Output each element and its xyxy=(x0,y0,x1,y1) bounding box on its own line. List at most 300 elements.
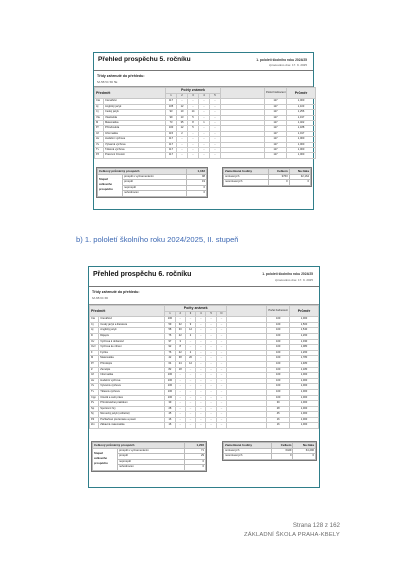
absence-label: neomluvených xyxy=(224,180,269,186)
grade-count: 35 xyxy=(177,121,188,126)
grade-head: 2 xyxy=(175,311,185,317)
grade-count: – xyxy=(210,99,221,104)
grade-count: 82 xyxy=(165,367,175,373)
grade-count: – xyxy=(210,121,221,126)
col-count-header: Počet hodnocení xyxy=(265,88,287,99)
subject-name: Anglický jazyk xyxy=(104,104,166,109)
grade-count: – xyxy=(206,356,216,362)
grade-count: – xyxy=(206,333,216,339)
grade-count: – xyxy=(216,345,226,351)
grade-count: – xyxy=(185,345,195,351)
subject-average: 1,500 xyxy=(290,322,319,328)
subject-name: Německý jazyk (volitelně) xyxy=(99,412,165,418)
absence-total: 6429 xyxy=(271,448,293,454)
grade-count: – xyxy=(177,142,188,147)
subject-name: Výchova ke zdraví xyxy=(99,345,165,351)
grade-count: – xyxy=(188,137,199,142)
grade-head: 3 xyxy=(185,311,195,317)
grade-count: – xyxy=(216,328,226,334)
evaluation-count: 117 xyxy=(265,126,287,131)
subject-abbr: Pč xyxy=(95,153,104,158)
grade-count: – xyxy=(206,395,216,401)
subject-abbr: M xyxy=(90,356,99,362)
subject-name: Tělesná výchova xyxy=(99,389,165,395)
subject-name: Výchova k občanství xyxy=(99,339,165,345)
outcome-value: 29 xyxy=(184,454,205,460)
grade-count: – xyxy=(206,378,216,384)
grade-count: 22 xyxy=(175,333,185,339)
grade-count: – xyxy=(196,423,206,429)
subject-name: Matematika xyxy=(99,356,165,362)
grade-count: 117 xyxy=(166,137,177,142)
grade-count: – xyxy=(216,378,226,384)
grade-count: 100 xyxy=(166,126,177,131)
section-caption: b) 1. pololetí školního roku 2024/2025, II. stupeň xyxy=(76,235,239,244)
evaluation-count: 100 xyxy=(267,367,290,373)
subject-abbr: Z xyxy=(90,367,99,373)
evaluation-count: 117 xyxy=(265,137,287,142)
grade-count: 100 xyxy=(165,384,175,390)
grade-count: – xyxy=(185,406,195,412)
grade-count: – xyxy=(175,317,185,323)
outcome-label: Stupeň celkového prospěchu xyxy=(98,174,123,196)
absence-label: omluvených xyxy=(224,448,272,454)
grade-count: – xyxy=(196,406,206,412)
grade-count: – xyxy=(188,142,199,147)
subject-average: 1,000 xyxy=(287,99,316,104)
outcome-name: neprospěl xyxy=(118,459,185,465)
summary-title: Celkový průměrný prospěch xyxy=(93,443,185,449)
grade-count: 59 xyxy=(165,322,175,328)
grade-count: – xyxy=(216,322,226,328)
subject-abbr: Aj xyxy=(90,328,99,334)
absence-total: 0 xyxy=(269,180,290,186)
subject-name: Přírodověda xyxy=(104,126,166,131)
evaluation-count: 117 xyxy=(265,142,287,147)
grade-count: – xyxy=(185,389,195,395)
grade-count: – xyxy=(185,417,195,423)
summary-value: 1,206 xyxy=(184,443,205,449)
grade-count: – xyxy=(185,412,195,418)
subject-average: 1,000 xyxy=(290,384,319,390)
grade-head: 4 xyxy=(199,94,210,99)
grade-count: – xyxy=(210,148,221,153)
grades-table xyxy=(89,305,319,429)
grade-count: – xyxy=(175,401,185,407)
grade-count: – xyxy=(185,378,195,384)
subject-name: Český jazyk a literatura xyxy=(99,322,165,328)
absence-row xyxy=(224,454,316,460)
evaluation-count: 117 xyxy=(265,131,287,136)
grade-count: 99 xyxy=(166,115,177,120)
outcome-name: prospěl xyxy=(118,454,185,460)
subject-name: Informatika xyxy=(99,373,165,379)
subject-average: 1,000 xyxy=(290,423,319,429)
report-period: 1. pololetí školního roku 2024/25 xyxy=(262,272,313,276)
row-spacer xyxy=(227,423,267,429)
subject-name: Přírodopis xyxy=(99,361,165,367)
subject-abbr: F xyxy=(90,350,99,356)
col-spacer xyxy=(227,306,267,317)
absence-total: 3763 xyxy=(269,174,290,180)
grade-count: – xyxy=(175,384,185,390)
grade-count: – xyxy=(216,350,226,356)
grade-count: – xyxy=(196,333,206,339)
grade-count: 105 xyxy=(166,104,177,109)
evaluation-count: 117 xyxy=(265,121,287,126)
grade-count: – xyxy=(188,153,199,158)
grade-count: – xyxy=(196,395,206,401)
grade-count: – xyxy=(175,423,185,429)
subject-average: 1,000 xyxy=(290,406,319,412)
report-date: zpracováno dne: 17. 9. 2025 xyxy=(268,63,307,67)
grade-count: 117 xyxy=(166,99,177,104)
subject-abbr: M xyxy=(95,121,104,126)
grade-count: 3 xyxy=(175,339,185,345)
grade-count: – xyxy=(206,322,216,328)
grade-count: 76 xyxy=(165,333,175,339)
grade-count: 42 xyxy=(165,356,175,362)
subject-average: 1,540 xyxy=(290,328,319,334)
outcome-name: prospěl xyxy=(123,180,187,186)
outcome-value: 0 xyxy=(186,191,206,197)
subject-average: 1,000 xyxy=(290,389,319,395)
subject-average: 1,000 xyxy=(287,148,316,153)
grade-count: 97 xyxy=(165,339,175,345)
grade-head: 1 xyxy=(166,94,177,99)
grade-count: – xyxy=(196,367,206,373)
grade-count: – xyxy=(216,384,226,390)
subject-name: Zábavná matematika xyxy=(99,423,165,429)
school-name: ZÁKLADNÍ ŠKOLA PRAHA-KBELY xyxy=(244,532,340,538)
evaluation-count: 100 xyxy=(267,361,290,367)
subject-name: Informatika xyxy=(104,131,166,136)
grade-count: – xyxy=(216,361,226,367)
grade-count: 18 xyxy=(175,367,185,373)
grade-count: 117 xyxy=(166,153,177,158)
grade-count: – xyxy=(210,153,221,158)
grade-count: – xyxy=(206,389,216,395)
subject-name: Hudební výchova xyxy=(99,378,165,384)
grade-count: 5 xyxy=(188,126,199,131)
subject-average: 1,080 xyxy=(290,345,319,351)
grade-count: 100 xyxy=(165,317,175,323)
subject-abbr: Vla xyxy=(95,115,104,120)
grade-count: – xyxy=(206,367,216,373)
subject-average: 1,000 xyxy=(290,378,319,384)
evaluation-count: 117 xyxy=(265,153,287,158)
grade-count: 32 xyxy=(175,322,185,328)
subject-name: Fyzika xyxy=(99,350,165,356)
grade-count: 117 xyxy=(166,142,177,147)
evaluation-count: 117 xyxy=(265,99,287,104)
evaluation-count: 100 xyxy=(267,378,290,384)
grade-count: – xyxy=(210,142,221,147)
classes-list: 6A 6B 6C 6D xyxy=(92,296,109,300)
grade-count: 14 xyxy=(188,110,199,115)
subject-average: 1,402 xyxy=(287,121,316,126)
grade-count: – xyxy=(216,356,226,362)
grade-count: 2 xyxy=(177,131,188,136)
grade-count: 12 xyxy=(177,126,188,131)
classes-list: 5A 5B 5C 5D 5E xyxy=(97,80,118,84)
grade-count: – xyxy=(216,417,226,423)
subject-abbr: D xyxy=(90,333,99,339)
evaluation-count: 100 xyxy=(267,333,290,339)
evaluation-count: 117 xyxy=(265,148,287,153)
classes-label: Třídy zahrnuté do přehledu: xyxy=(97,74,145,78)
summary-value: 1,162 xyxy=(186,169,206,175)
grade-head: 1 xyxy=(165,311,175,317)
subject-abbr: Př xyxy=(95,126,104,131)
grade-count: – xyxy=(210,115,221,120)
subject-average: 1,260 xyxy=(290,350,319,356)
grade-count: – xyxy=(206,401,216,407)
evaluation-count: 100 xyxy=(267,328,290,334)
subject-abbr: Ov xyxy=(90,339,99,345)
grade-count: 10 xyxy=(177,110,188,115)
grade-count: – xyxy=(196,384,206,390)
subject-name: Vlastivěda xyxy=(104,115,166,120)
grade-count: – xyxy=(177,99,188,104)
grade-count: – xyxy=(196,356,206,362)
grade-count: – xyxy=(206,350,216,356)
subject-name: Zeměpis xyxy=(99,367,165,373)
grade-count: 30 xyxy=(175,328,185,334)
absence-label: omluvených xyxy=(224,174,269,180)
outcome-name: prospěl s vyznamenáním xyxy=(118,448,185,454)
report-date: zpracováno dne: 17. 9. 2025 xyxy=(274,278,313,282)
subject-average: 1,000 xyxy=(290,412,319,418)
absence-col-per: Na žáka xyxy=(293,443,316,449)
grade-count: – xyxy=(199,142,210,147)
grade-count: – xyxy=(177,153,188,158)
grade-count: – xyxy=(199,131,210,136)
grade-count: – xyxy=(196,317,206,323)
subject-average: 1,000 xyxy=(290,401,319,407)
grade-count: 12 xyxy=(177,104,188,109)
grade-count: – xyxy=(216,367,226,373)
col-grades-header: Počty známek xyxy=(165,306,227,312)
grade-count: 100 xyxy=(165,395,175,401)
grade-count: – xyxy=(216,333,226,339)
subject-abbr: Tv xyxy=(90,389,99,395)
subject-average: 1,000 xyxy=(290,317,319,323)
col-grades-header: Počty známek xyxy=(166,88,221,94)
subject-abbr: Nj xyxy=(90,412,99,418)
report-title: Přehled prospěchu 6. ročníku xyxy=(93,271,192,278)
grade-count: – xyxy=(216,406,226,412)
grade-count: – xyxy=(175,389,185,395)
grade-count: – xyxy=(206,339,216,345)
evaluation-count: 100 xyxy=(267,345,290,351)
grade-count: 76 xyxy=(165,350,175,356)
col-subject-header: Předmět xyxy=(90,306,165,317)
subject-average: 1,030 xyxy=(290,339,319,345)
grade-count: – xyxy=(196,412,206,418)
grade-count: – xyxy=(199,153,210,158)
report-header xyxy=(89,267,319,287)
overall-summary-box xyxy=(91,441,207,472)
subject-average: 1,480 xyxy=(290,361,319,367)
grade-count: 16 xyxy=(165,417,175,423)
subject-abbr: Vv xyxy=(95,142,104,147)
grade-count: – xyxy=(196,389,206,395)
grade-count: – xyxy=(210,131,221,136)
evaluation-count: 16 xyxy=(267,417,290,423)
grade-count: – xyxy=(185,401,195,407)
absence-label: neomluvených xyxy=(224,454,272,460)
absence-per-pupil: 0 xyxy=(289,180,310,186)
evaluation-count: 100 xyxy=(267,389,290,395)
evaluation-count: 117 xyxy=(265,110,287,115)
grade-count: – xyxy=(199,104,210,109)
subject-name: Dějepis xyxy=(99,333,165,339)
subject-average: 1,780 xyxy=(290,356,319,362)
outcome-value: 0 xyxy=(184,465,205,471)
subject-abbr: Hv xyxy=(90,378,99,384)
grade-count: 12 xyxy=(185,361,195,367)
evaluation-count: 100 xyxy=(267,384,290,390)
grade-count: 20 xyxy=(185,356,195,362)
grade-count: 45 xyxy=(165,412,175,418)
grade-count: 22 xyxy=(175,350,185,356)
report-sheet-grade-5 xyxy=(93,52,314,210)
grade-count: – xyxy=(210,104,221,109)
subject-abbr: Pv xyxy=(90,401,99,407)
grade-count: – xyxy=(216,395,226,401)
subject-average: 1,197 xyxy=(287,115,316,120)
grade-count: – xyxy=(185,373,195,379)
evaluation-count: 100 xyxy=(267,356,290,362)
absence-col-per: Na žáka xyxy=(289,169,310,175)
grade-count: – xyxy=(216,339,226,345)
grade-count: – xyxy=(216,373,226,379)
grade-count: – xyxy=(196,350,206,356)
subject-name: Přírodovědné praktikum xyxy=(99,401,165,407)
grade-count: – xyxy=(199,110,210,115)
grade-count: 115 xyxy=(166,131,177,136)
grade-count: – xyxy=(175,373,185,379)
grade-count: 9 xyxy=(185,322,195,328)
grade-count: – xyxy=(185,423,195,429)
evaluation-count: 117 xyxy=(265,115,287,120)
grade-count: – xyxy=(175,406,185,412)
outcome-name: neprospěl xyxy=(123,185,187,191)
evaluation-count: 39 xyxy=(267,401,290,407)
col-average-header: Průměr xyxy=(287,88,316,99)
subject-abbr: Ovz xyxy=(90,345,99,351)
evaluation-count: 28 xyxy=(267,406,290,412)
outcome-name: prospěl s vyznamenáním xyxy=(123,174,187,180)
subject-average: 1,000 xyxy=(290,373,319,379)
subject-average: 1,103 xyxy=(287,104,316,109)
grade-count: 100 xyxy=(165,373,175,379)
grade-count: – xyxy=(196,361,206,367)
grade-count: – xyxy=(196,345,206,351)
subject-name: Počítačové prezentace a psaní xyxy=(99,417,165,423)
grade-count: – xyxy=(199,137,210,142)
subject-average: 1,260 xyxy=(290,333,319,339)
grade-count: – xyxy=(196,339,206,345)
subject-name: Hudební výchova xyxy=(104,137,166,142)
grades-table xyxy=(94,87,316,159)
grade-count: – xyxy=(206,361,216,367)
subject-abbr: Cpp xyxy=(90,395,99,401)
grade-head: 5 xyxy=(210,94,221,99)
grade-head: 3 xyxy=(188,94,199,99)
grade-count: – xyxy=(216,389,226,395)
grade-count: – xyxy=(210,126,221,131)
grade-count: – xyxy=(196,401,206,407)
grade-count: – xyxy=(196,378,206,384)
grade-count: 100 xyxy=(165,389,175,395)
evaluation-count: 100 xyxy=(267,322,290,328)
subject-abbr: Sp xyxy=(90,406,99,412)
subject-abbr: Inf xyxy=(95,131,104,136)
subject-abbr: Čte xyxy=(95,99,104,104)
table-row xyxy=(90,423,319,429)
subject-name: Výtvarná výchova xyxy=(104,142,166,147)
grade-count: 13 xyxy=(177,115,188,120)
grade-head: 5 xyxy=(206,311,216,317)
subject-abbr: Inf xyxy=(90,373,99,379)
evaluation-count: 100 xyxy=(267,373,290,379)
grade-count: – xyxy=(206,317,216,323)
subject-name: Tělesná výchova xyxy=(104,148,166,153)
grade-count: 38 xyxy=(175,356,185,362)
report-header xyxy=(94,53,313,71)
summary-title: Celkový průměrný prospěch xyxy=(98,169,187,175)
absence-row xyxy=(224,180,311,186)
evaluation-count: 100 xyxy=(267,339,290,345)
grade-count: – xyxy=(185,339,195,345)
grade-count: 64 xyxy=(165,361,175,367)
subject-average: 1,000 xyxy=(290,395,319,401)
grade-count: – xyxy=(210,137,221,142)
grade-count: – xyxy=(206,328,216,334)
overall-summary-box xyxy=(96,167,208,198)
grade-count: – xyxy=(188,131,199,136)
outcome-label: Stupeň celkového prospěchu xyxy=(93,448,118,470)
grade-head: N xyxy=(216,311,226,317)
grade-count: – xyxy=(216,317,226,323)
outcome-name: nehodnocen xyxy=(118,465,185,471)
grade-count: – xyxy=(199,126,210,131)
subject-abbr: Aj xyxy=(95,104,104,109)
grade-count: – xyxy=(206,345,216,351)
evaluation-count: 100 xyxy=(267,317,290,323)
grade-count: – xyxy=(185,367,195,373)
evaluation-count: 45 xyxy=(267,412,290,418)
grade-count: – xyxy=(196,322,206,328)
grade-count: 93 xyxy=(166,110,177,115)
subject-name: Pracovní činnosti xyxy=(104,153,166,158)
subject-abbr: Pd xyxy=(90,417,99,423)
subject-abbr: Čj xyxy=(90,322,99,328)
grade-count: – xyxy=(177,148,188,153)
subject-average: 1,000 xyxy=(287,153,316,158)
grade-count: – xyxy=(216,423,226,429)
grade-count: 12 xyxy=(185,328,195,334)
report-meta xyxy=(89,287,319,305)
outcome-value: 0 xyxy=(184,459,205,465)
report-meta xyxy=(94,71,313,87)
grade-count: – xyxy=(177,137,188,142)
grade-count: – xyxy=(206,406,216,412)
grade-count: – xyxy=(199,99,210,104)
grade-count: 100 xyxy=(165,378,175,384)
